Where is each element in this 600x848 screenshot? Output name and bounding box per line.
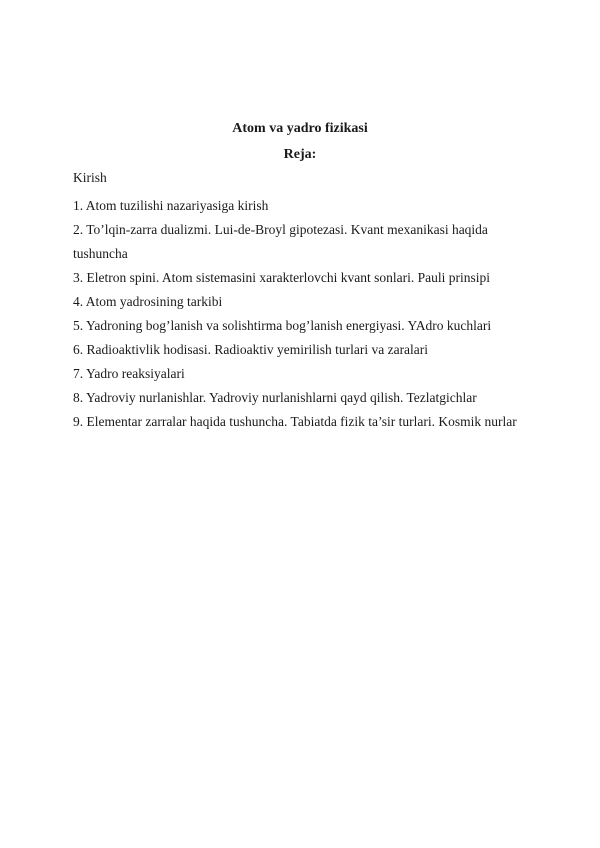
plan-list — [73, 194, 528, 434]
plan-item-3: 3. Eletron spini. Atom sistemasini xarakterlovchi kvant sonlari. Pauli prinsipi — [73, 270, 490, 285]
plan-heading: Reja: — [283, 147, 317, 162]
document-title: Atom va yadro fizikasi — [232, 121, 368, 136]
plan-item-8: 8. Yadroviy nurlanishlar. Yadroviy nurlanishlarni qayd qilish. Tezlatgichlar — [73, 390, 477, 405]
intro-item: Kirish — [73, 170, 107, 185]
plan-item-4: 4. Atom yadrosining tarkibi — [73, 294, 223, 309]
plan-item-5: 5. Yadroning bog’lanish va solishtirma bog’lanish energiyasi. YAdro kuchlari — [73, 318, 492, 333]
plan-item-6: 6. Radioaktivlik hodisasi. Radioaktiv yemirilish turlari va zaralari — [73, 342, 429, 357]
plan-item-9: 9. Elementar zarralar haqida tushuncha. Tabiatda fizik ta’sir turlari. Kosmik nurlar — [73, 414, 517, 429]
plan-item-2: 2. To’lqin-zarra dualizmi. Lui-de-Broyl gipotezasi. Kvant mexanikasi haqida tushuncha — [73, 222, 488, 261]
plan-item-1: 1. Atom tuzilishi nazariyasiga kirish — [73, 198, 269, 213]
plan-item-7: 7. Yadro reaksiyalari — [73, 366, 185, 381]
